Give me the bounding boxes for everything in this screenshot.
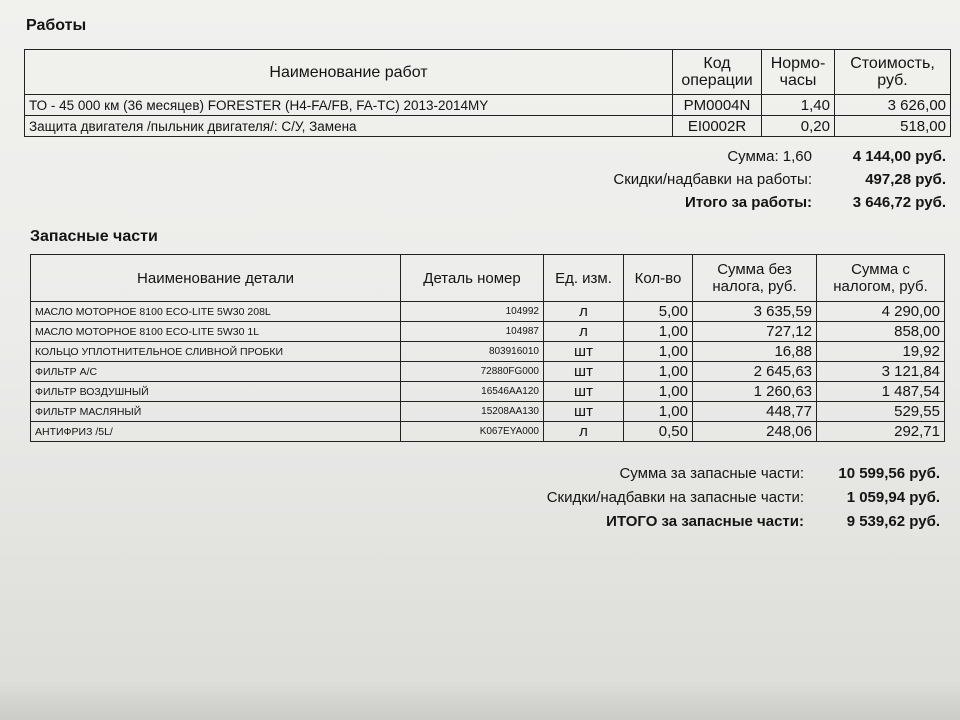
work-hours: 1,40 [762, 95, 835, 116]
parts-header-number: Деталь номер [401, 255, 544, 302]
works-total-label: Итого за работы: [685, 194, 812, 211]
part-gross: 292,71 [817, 422, 945, 442]
work-hours: 0,20 [762, 116, 835, 137]
part-unit: шт [544, 362, 624, 382]
parts-sum-label: Сумма за запасные части: [619, 465, 804, 482]
works-discount-value: 497,28 руб. [865, 171, 946, 188]
work-cost: 3 626,00 [835, 95, 951, 116]
part-name: МАСЛО МОТОРНОЕ 8100 ECO-LITE 5W30 208L [31, 302, 401, 322]
works-discount-label-wrap [500, 171, 812, 191]
part-number: 16546AA120 [401, 382, 544, 402]
parts-total-value: 9 539,62 руб. [846, 513, 940, 530]
parts-table [30, 254, 945, 442]
works-sum-label-wrap [500, 148, 812, 168]
part-name: ФИЛЬТР МАСЛЯНЫЙ [31, 402, 401, 422]
part-net: 2 645,63 [693, 362, 817, 382]
table-row [31, 382, 945, 402]
part-name: ФИЛЬТР ВОЗДУШНЫЙ [31, 382, 401, 402]
part-unit: л [544, 302, 624, 322]
parts-total-label-wrap [440, 513, 804, 533]
works-header-name: Наименование работ [25, 50, 673, 95]
works-total-label-wrap [500, 194, 812, 214]
parts-header-gross: Сумма с налогом, руб. [817, 255, 945, 302]
part-qty: 1,00 [624, 322, 693, 342]
work-code: PM0004N [673, 95, 762, 116]
part-gross: 4 290,00 [817, 302, 945, 322]
parts-table-header [31, 255, 945, 302]
part-qty: 1,00 [624, 382, 693, 402]
part-net: 3 635,59 [693, 302, 817, 322]
works-discount-label: Скидки/надбавки на работы: [613, 171, 812, 188]
part-number: 15208AA130 [401, 402, 544, 422]
part-gross: 858,00 [817, 322, 945, 342]
part-qty: 1,00 [624, 362, 693, 382]
part-gross: 529,55 [817, 402, 945, 422]
part-number: 72880FG000 [401, 362, 544, 382]
parts-header-qty: Кол-во [624, 255, 693, 302]
works-header-cost: Стоимость, руб. [835, 50, 951, 95]
part-unit: шт [544, 402, 624, 422]
parts-total-label: ИТОГО за запасные части: [606, 513, 804, 530]
works-sum-value: 4 144,00 руб. [852, 148, 946, 165]
works-section-title: Работы [26, 17, 87, 34]
work-name: Защита двигателя /пыльник двигателя/: С/У, Замена [25, 116, 673, 137]
works-total-value: 3 646,72 руб. [852, 194, 946, 211]
part-gross: 1 487,54 [817, 382, 945, 402]
part-gross: 19,92 [817, 342, 945, 362]
part-unit: л [544, 322, 624, 342]
part-number: 104992 [401, 302, 544, 322]
work-cost: 518,00 [835, 116, 951, 137]
part-qty: 5,00 [624, 302, 693, 322]
table-row [31, 322, 945, 342]
part-unit: л [544, 422, 624, 442]
table-row [31, 402, 945, 422]
table-row [31, 422, 945, 442]
part-net: 16,88 [693, 342, 817, 362]
part-net: 727,12 [693, 322, 817, 342]
table-row [25, 116, 951, 137]
part-net: 1 260,63 [693, 382, 817, 402]
parts-header-net: Сумма без налога, руб. [693, 255, 817, 302]
part-net: 448,77 [693, 402, 817, 422]
parts-header-unit: Ед. изм. [544, 255, 624, 302]
table-row [31, 302, 945, 322]
parts-discount-label: Скидки/надбавки на запасные части: [546, 489, 804, 506]
parts-header-name: Наименование детали [31, 255, 401, 302]
parts-sum-label-wrap [440, 465, 804, 485]
works-table-header [25, 50, 951, 95]
part-name: КОЛЬЦО УПЛОТНИТЕЛЬНОЕ СЛИВНОЙ ПРОБКИ [31, 342, 401, 362]
works-table [24, 49, 951, 137]
paper-shadow [0, 680, 960, 720]
work-name: ТО - 45 000 км (36 месяцев) FORESTER (H4-FA/FB, FA-TC) 2013-2014MY [25, 95, 673, 116]
part-name: МАСЛО МОТОРНОЕ 8100 ECO-LITE 5W30 1L [31, 322, 401, 342]
works-header-hours: Нормо-часы [762, 50, 835, 95]
table-row [25, 95, 951, 116]
table-row [31, 342, 945, 362]
part-name: ФИЛЬТР А/С [31, 362, 401, 382]
parts-discount-value: 1 059,94 руб. [846, 489, 940, 506]
part-qty: 0,50 [624, 422, 693, 442]
part-number: K067EYA000 [401, 422, 544, 442]
part-qty: 1,00 [624, 342, 693, 362]
part-unit: шт [544, 382, 624, 402]
work-code: EI0002R [673, 116, 762, 137]
part-number: 104987 [401, 322, 544, 342]
works-header-code: Код операции [673, 50, 762, 95]
part-unit: шт [544, 342, 624, 362]
parts-sum-value: 10 599,56 руб. [838, 465, 940, 482]
parts-section-title: Запасные части [30, 228, 158, 245]
works-sum-label: Сумма: 1,60 [727, 148, 812, 165]
part-number: 803916010 [401, 342, 544, 362]
part-net: 248,06 [693, 422, 817, 442]
part-qty: 1,00 [624, 402, 693, 422]
table-row [31, 362, 945, 382]
parts-discount-label-wrap [440, 489, 804, 509]
part-name: АНТИФРИЗ /5L/ [31, 422, 401, 442]
part-gross: 3 121,84 [817, 362, 945, 382]
